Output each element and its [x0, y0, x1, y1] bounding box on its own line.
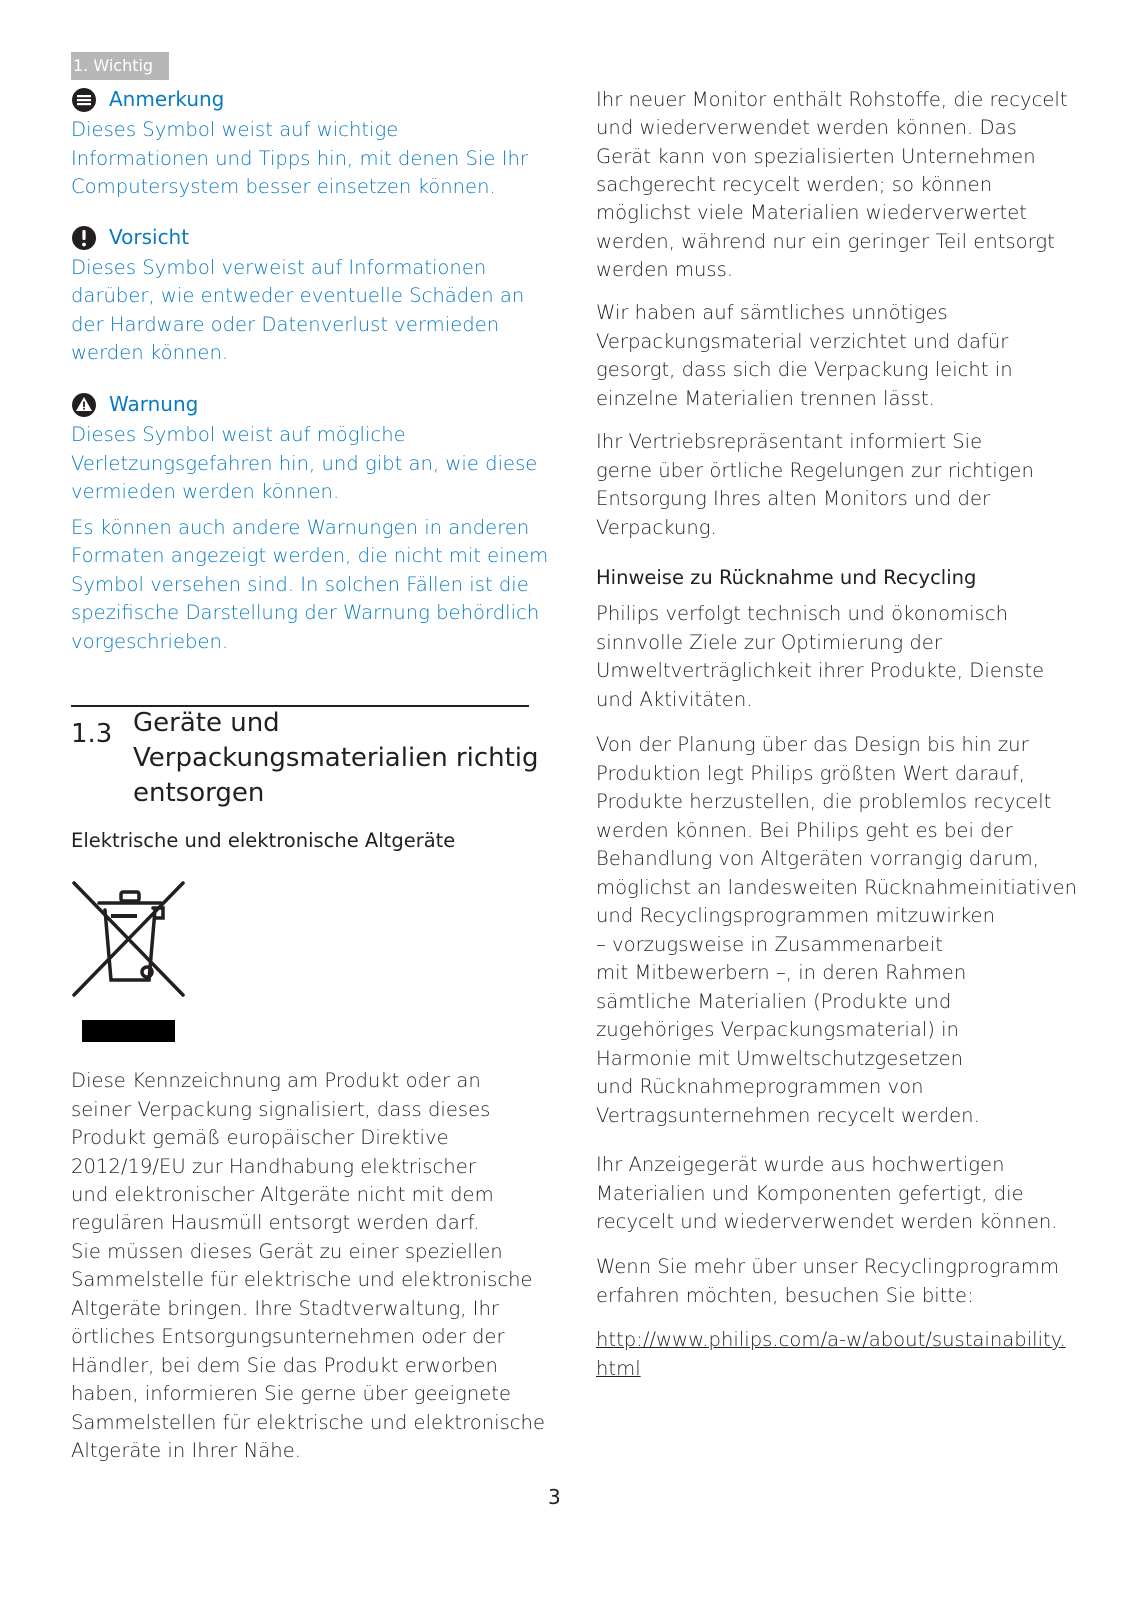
note-title: Anmerkung	[109, 87, 225, 111]
section-title-line: Geräte und	[133, 708, 280, 738]
weee-text-line: 2012/19/EU zur Handhabung elektrischer	[71, 1155, 476, 1178]
weee-text-line: seiner Verpackung signalisiert, dass dieses	[71, 1098, 491, 1121]
more-info-line: Wenn Sie mehr über unser Recyclingprogramm	[596, 1255, 1059, 1278]
weee-text-line: regulären Hausmüll entsorgt werden darf.	[71, 1211, 480, 1234]
warning-extra-line: vorgeschrieben.	[71, 630, 229, 653]
design-text-line: – vorzugsweise in Zusammenarbeit	[596, 933, 943, 956]
design-text-line: Von der Planung über das Design bis hin zur	[596, 733, 1029, 756]
section-title-line: entsorgen	[133, 778, 265, 808]
materials-text-line: recycelt und wiederverwendet werden können.	[596, 1210, 1058, 1233]
design-text-line: Behandlung von Altgeräten vorrangig darum,	[596, 847, 1039, 870]
design-text-line: und Rücknahmeprogrammen von	[596, 1075, 924, 1098]
warning-line: vermieden werden können.	[71, 480, 340, 503]
materials-text-line: Ihr Anzeigegerät wurde aus hochwertigen	[596, 1153, 1005, 1176]
warning-line: Dieses Symbol weist auf mögliche	[71, 423, 406, 446]
design-text-line: werden können. Bei Philips geht es bei der	[596, 819, 1013, 842]
warning-title: Warnung	[109, 392, 199, 416]
recycle-text-line: werden, während nur ein geringer Teil entsorgt	[596, 230, 1055, 253]
packaging-text-line: einzelne Materialien trennen lässt.	[596, 387, 935, 410]
warning-heading	[71, 390, 198, 419]
materials-text-line: Materialien und Komponenten gefertigt, die	[596, 1182, 1024, 1205]
dealer-text-line: Ihr Vertriebsrepräsentant informiert Sie	[596, 430, 983, 453]
note-line: Dieses Symbol weist auf wichtige	[71, 118, 399, 141]
weee-text-line: Altgeräte in Ihrer Nähe.	[71, 1439, 301, 1462]
packaging-text-line: gesorgt, dass sich die Verpackung leicht in	[596, 358, 1013, 381]
warning-extra-line: Symbol versehen sind. In solchen Fällen ist die	[71, 573, 529, 596]
design-text-line: und Recyclingsprogrammen mitzuwirken	[596, 904, 996, 927]
design-text-line: Produkte herzustellen, die problemlos recycelt	[596, 790, 1052, 813]
weee-crossed-bin-icon	[71, 880, 189, 1046]
recycle-text-line: möglichst viele Materialien wiederverwertet	[596, 201, 1027, 224]
warning-extra-line: Formaten angezeigt werden, die nicht mit einem	[71, 544, 549, 567]
recycle-text-line: und wiederverwendet werden können. Das	[596, 116, 1017, 139]
philips-goals-line: und Aktivitäten.	[596, 688, 753, 711]
philips-goals-line: sinnvolle Ziele zur Optimierung der	[596, 631, 942, 654]
dealer-text-line: gerne über örtliche Regelungen zur richtigen	[596, 459, 1034, 482]
note-heading	[71, 85, 224, 114]
warning-extra-line: Es können auch andere Warnungen in anderen	[71, 516, 530, 539]
recycle-text-line: Ihr neuer Monitor enthält Rohstoffe, die recycelt	[596, 88, 1068, 111]
recycle-text-line: sachgerecht recycelt werden; so können	[596, 173, 993, 196]
note-line: Computersystem besser einsetzen können.	[71, 175, 496, 198]
sustainability-link[interactable]: http://www.philips.com/a-w/about/sustainability.	[596, 1328, 1066, 1351]
weee-text-line: örtliches Entsorgungsunternehmen oder der	[71, 1325, 505, 1348]
weee-text-line: Händler, bei dem Sie das Produkt erworben	[71, 1354, 498, 1377]
weee-text-line: Sammelstelle für elektrische und elektronische	[71, 1268, 533, 1291]
design-text-line: möglichst an landesweiten Rücknahmeinitiativen	[596, 876, 1078, 899]
design-text-line: zugehöriges Verpackungsmaterial) in	[596, 1018, 959, 1041]
design-text-line: mit Mitbewerbern –, in deren Rahmen	[596, 961, 967, 984]
note-icon	[71, 87, 97, 113]
weee-text-line: Diese Kennzeichnung am Produkt oder an	[71, 1069, 481, 1092]
caution-icon	[71, 225, 97, 251]
caution-line: Dieses Symbol verweist auf Informationen	[71, 256, 487, 279]
design-text-line: sämtliche Materialien (Produkte und	[596, 990, 952, 1013]
weee-text-line: Produkt gemäß europäischer Direktive	[71, 1126, 449, 1149]
design-text-line: Produktion legt Philips größten Wert darauf,	[596, 762, 1025, 785]
sustainability-link[interactable]: html	[596, 1357, 641, 1380]
caution-line: darüber, wie entweder eventuelle Schäden an	[71, 284, 525, 307]
caution-line: der Hardware oder Datenverlust vermieden	[71, 313, 500, 336]
weee-text-line: Sammelstellen für elektrische und elektronische	[71, 1411, 546, 1434]
dealer-text-line: Verpackung.	[596, 516, 717, 539]
section-number: 1.3	[71, 719, 113, 749]
dealer-text-line: Entsorgung Ihres alten Monitors und der	[596, 487, 991, 510]
section-title-line: Verpackungsmaterialien richtig	[133, 743, 539, 773]
section-tag: 1. Wichtig	[71, 52, 169, 80]
warning-icon	[71, 392, 97, 418]
recycle-text-line: werden muss.	[596, 258, 734, 281]
subheading-recycling: Hinweise zu Rücknahme und Recycling	[596, 566, 977, 589]
caution-line: werden können.	[71, 341, 229, 364]
recycle-text-line: Gerät kann von spezialisierten Unternehmen	[596, 145, 1036, 168]
weee-text-line: Sie müssen dieses Gerät zu einer speziellen	[71, 1240, 503, 1263]
note-line: Informationen und Tipps hin, mit denen Sie Ihr	[71, 147, 528, 170]
warning-line: Verletzungsgefahren hin, und gibt an, wie diese	[71, 452, 538, 475]
packaging-text-line: Verpackungsmaterial verzichtet und dafür	[596, 330, 1009, 353]
weee-text-line: Altgeräte bringen. Ihre Stadtverwaltung, Ihr	[71, 1297, 499, 1320]
packaging-text-line: Wir haben auf sämtliches unnötiges	[596, 301, 948, 324]
philips-goals-line: Philips verfolgt technisch und ökonomisch	[596, 602, 1009, 625]
design-text-line: Vertragsunternehmen recycelt werden.	[596, 1104, 980, 1127]
warning-extra-line: spezifische Darstellung der Warnung behördlich	[71, 601, 540, 624]
philips-goals-line: Umweltverträglichkeit ihrer Produkte, Dienste	[596, 659, 1045, 682]
more-info-line: erfahren möchten, besuchen Sie bitte:	[596, 1284, 974, 1307]
caution-heading	[71, 223, 189, 252]
design-text-line: Harmonie mit Umweltschutzgesetzen	[596, 1047, 964, 1070]
subheading-weee: Elektrische und elektronische Altgeräte	[71, 829, 456, 852]
caution-title: Vorsicht	[109, 225, 190, 249]
page-number: 3	[548, 1485, 561, 1509]
weee-text-line: haben, informieren Sie gerne über geeignete	[71, 1382, 512, 1405]
weee-text-line: und elektronischer Altgeräte nicht mit dem	[71, 1183, 494, 1206]
